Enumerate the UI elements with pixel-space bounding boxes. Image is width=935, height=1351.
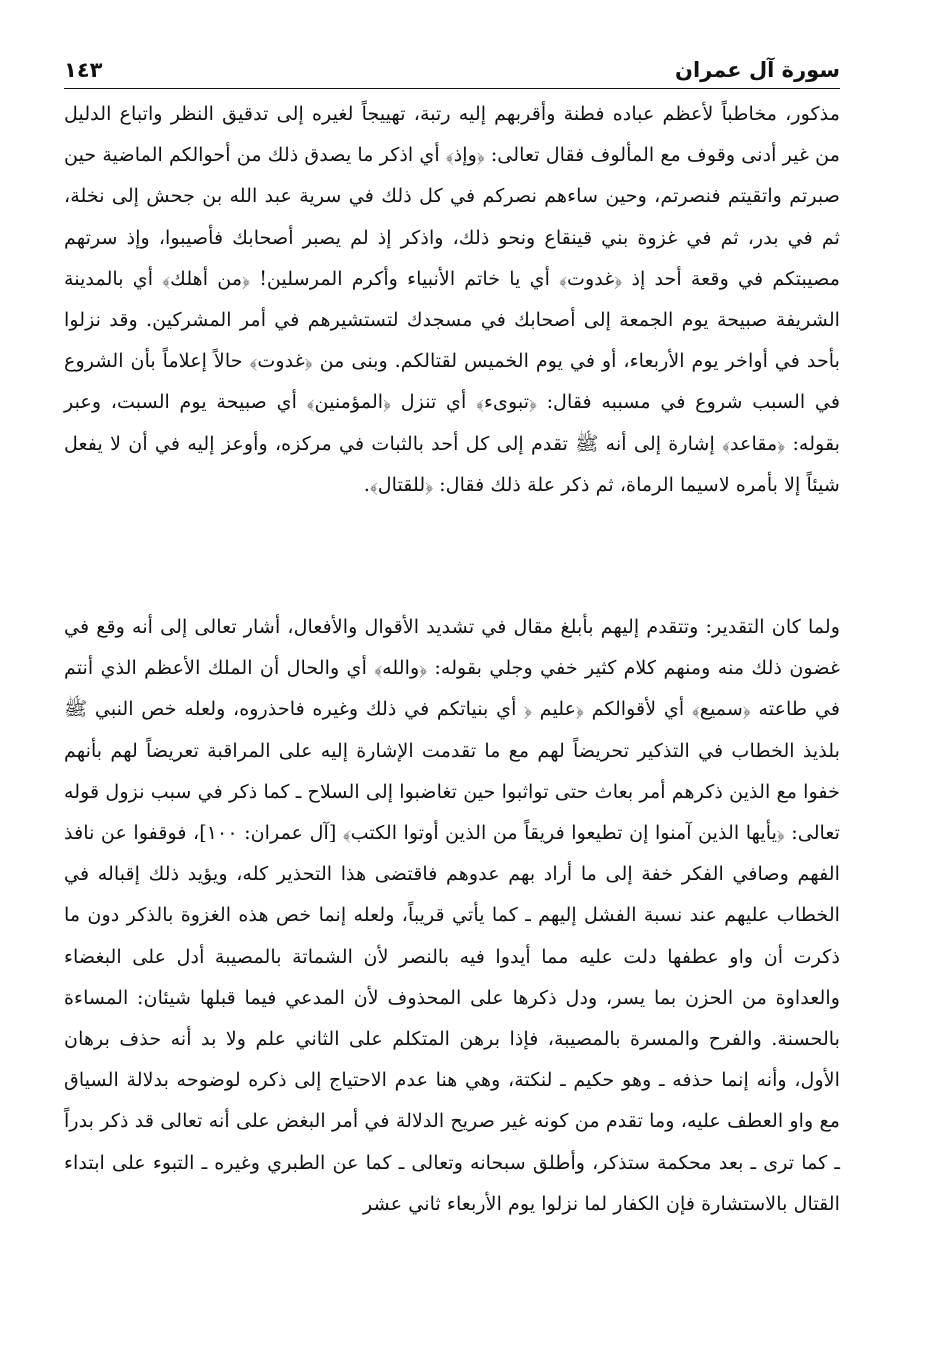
page-number: ١٤٣ xyxy=(64,58,103,82)
paragraph: ولما كان التقدير: وتتقدم إليهم بأبلغ مقال في تشديد الأقوال والأفعال، أشار تعالى إلى أنه وقع في غضون ذلك منه ومنهم كلام كثير خفي وجلي بقوله: ﴿والله﴾ أي والحال أن الملك الأعظم الذي أنتم في طاعته ﴿سميع﴾ أي لأقوالكم ﴿عليم ﴿ أي بنياتكم في ذلك وغيره فاحذروه، ولعله خص النبي ﷺ بلذيذ الخطاب في التذكير تحريضاً لهم مع ما تقدمت الإشارة إليه على المراقبة تعريضاً لهم بأنهم خفوا مع الذين ذكرهم أمر بعاث حتى تواثبوا حين تغاضبوا إلى السلاح ـ كما ذكر في سبب نزول قوله تعالى: ﴿يأيها الذين آمنوا إن تطيعوا فريقاً من الذين أوتوا الكتب﴾ [آل عمران: ١٠٠]، فوقفوا عن نافذ الفهم وصافي الفكر خفة إلى ما أراد بهم عدوهم فاقتضى هذا التحذير كله، ويؤيد ذلك إقباله في الخطاب عليهم عند نسبة الفشل إليهم ـ كما يأتي قريباً، ولعله إنما خص هذه الغزوة بالذكر دون ما ذكرت أن واو عطفها دلت عليه مما أيدوا فيه بالنصر لأن الشماتة بالمصيبة أدل على البغضاء والعداوة من الحزن بما يسر، ودل ذكرها على المحذوف لأن المدعي فيما قبلها شيئان: المساءة بالحسنة. والفرح والمسرة بالمصيبة، فإذا برهن المتكلم على الثاني علم ولا بد أنه حذف برهان الأول، وأنه إنما حذفه ـ وهو حكيم ـ لنكتة، وهي هنا عدم الاحتياج إلى ذكره لوضوحه بدلالة السياق مع واو العطف عليه، وما تقدم من كونه غير صريح الدلالة في أمر البغض على أنه تعالى قد ذكر بدراً ـ كما ترى ـ بعد محكمة ستذكر، وأطلق سبحانه وتعالى ـ كما عن الطبري وغيره ـ التبوء على ابتداء القتال بالاستشارة فإن الكفار لما نزلوا يوم الأربعاء ثاني عشر xyxy=(64,615,840,1215)
surah-title: سورة آل عمران xyxy=(675,58,840,82)
paragraph: مذكور، مخاطباً لأعظم عباده فطنة وأقربهم إليه رتبة، تهييجاً لغيره إلى تدقيق النظر واتباع الدليل من غير أدنى وقوف مع المألوف فقال تعالى: ﴿وإذ﴾ أي اذكر ما يصدق ذلك من أحوالكم الماضية حين صبرتم واتقيتم فنصرتم، وحين ساءهم نصركم في كل ذلك في سرية عبد الله بن جحش إلى نخلة، ثم في بدر، ثم في غزوة بني قينقاع ونحو ذلك، واذكر إذ لم يصبر أصحابك فأصيبوا، وإذ سرتهم مصيبتكم في وقعة أحد إذ ﴿غدوت﴾ أي يا خاتم الأنبياء وأكرم المرسلين! ﴿من أهلك﴾ أي بالمدينة الشريفة صبيحة يوم الجمعة إلى أصحابك في مسجدك لتستشيرهم في أمر المشركين. وقد نزلوا بأحد في أواخر يوم الأربعاء، أو في يوم الخميس لقتالكم. وبنى من ﴿غدوت﴾ حالاً إعلاماً بأن الشروع في السبب شروع في مسببه فقال: ﴿تبوىء﴾ أي تنزل ﴿المؤمنين﴾ أي صبيحة يوم السبت، وعبر بقوله: ﴿مقاعد﴾ إشارة إلى أنه ﷺ تقدم إلى كل أحد بالثبات في مركزه، وأوعز إليه في أن لا يفعل شيئاً إلا بأمره لاسيما الرماة، ثم ذكر علة ذلك فقال: ﴿للقتال﴾. xyxy=(64,102,840,496)
page-header xyxy=(64,40,840,89)
